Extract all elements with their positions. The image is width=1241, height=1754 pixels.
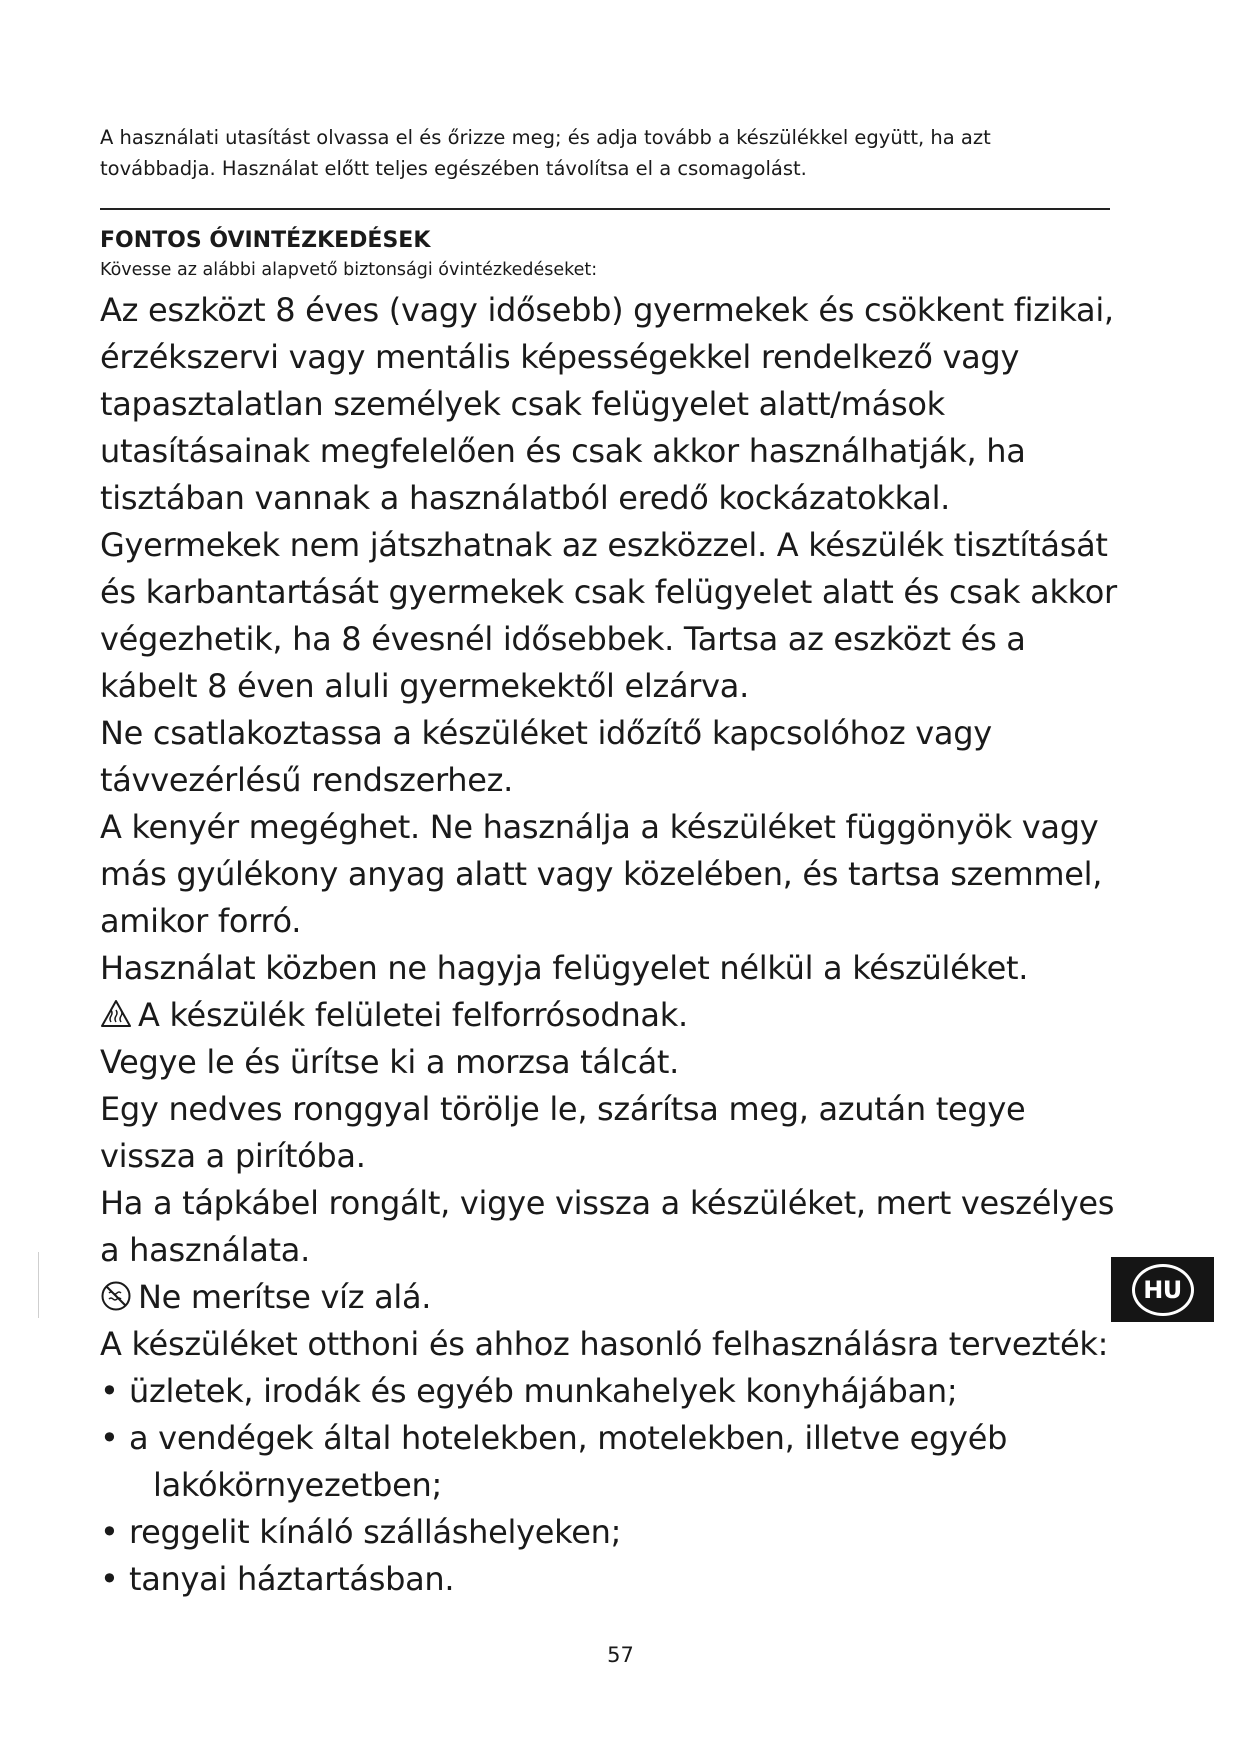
list-item <box>100 1415 1120 1509</box>
list-item-continuation: lakókörnyezetben; <box>153 1466 442 1504</box>
safety-instructions <box>100 287 1120 1603</box>
hot-surface-warning-icon <box>100 998 132 1030</box>
paragraph: Használat közben ne hagyja felügyelet nélkül a készüléket. <box>100 949 1029 987</box>
hot-surface-text: A készülék felületei felforrósodnak. <box>138 996 688 1034</box>
section-divider <box>100 208 1110 210</box>
no-immersion-text: Ne merítse víz alá. <box>138 1278 432 1316</box>
language-badge <box>1111 1257 1214 1322</box>
household-intro: A készüléket otthoni és ahhoz hasonló felhasználásra tervezték: <box>100 1325 1109 1363</box>
paragraph: Ne csatlakoztassa a készüléket időzítő kapcsolóhoz vagy távvezérlésű rendszerhez. <box>100 714 992 799</box>
intro-text: A használati utasítást olvassa el és őrizze meg; és adja tovább a készülékkel együtt, ha azt továbbadja. Használat előtt teljes egészében távolítsa el a csomagolást. <box>100 126 991 180</box>
paragraph: Ha a tápkábel rongált, vigye vissza a készüléket, mert veszélyes a használata. <box>100 1184 1115 1269</box>
list-item: • üzletek, irodák és egyéb munkahelyek konyhájában; <box>100 1368 1120 1415</box>
list-item-text: a vendégek által hotelekben, motelekben, illetve egyéb <box>129 1419 1008 1457</box>
paragraph: Gyermekek nem játszhatnak az eszközzel. A készülék tisztítását és karbantartását gyermekek csak felügyelet alatt és csak akkor végezhetik, ha 8 évesnél idősebbek. Tartsa az eszközt és a kábelt 8 éven aluli gyermekektől elzárva. <box>100 526 1117 705</box>
paragraph: A kenyér megéghet. Ne használja a készüléket függönyök vagy más gyúlékony anyag alatt vagy közelében, és tartsa szemmel, amikor forró. <box>100 808 1103 940</box>
no-immersion-line <box>100 1274 1120 1321</box>
list-item: • tanyai háztartásban. <box>100 1556 1120 1603</box>
margin-line <box>38 1252 39 1318</box>
usage-list <box>100 1368 1120 1603</box>
page-content <box>100 122 1120 1603</box>
paragraph: Egy nedves ronggyal törölje le, szárítsa meg, azután tegye vissza a pirítóba. <box>100 1090 1026 1175</box>
list-item: • reggelit kínáló szálláshelyeken; <box>100 1509 1120 1556</box>
language-code: HU <box>1132 1264 1194 1316</box>
hot-surface-line <box>100 992 1120 1039</box>
page-number: 57 <box>607 1643 634 1667</box>
paragraph: Vegye le és ürítse ki a morzsa tálcát. <box>100 1043 679 1081</box>
no-immersion-icon <box>100 1280 132 1312</box>
paragraph: Az eszközt 8 éves (vagy idősebb) gyermekek és csökkent fizikai, érzékszervi vagy mentális képességekkel rendelkező vagy tapasztalatlan személyek csak felügyelet alatt/mások utasításainak megfelelően és csak akkor használhatják, ha tisztában vannak a használatból eredő kockázatokkal. <box>100 291 1114 517</box>
section-subheading: Kövesse az alábbi alapvető biztonsági óvintézkedéseket: <box>100 260 598 280</box>
section-heading: FONTOS ÓVINTÉZKEDÉSEK <box>100 228 431 253</box>
